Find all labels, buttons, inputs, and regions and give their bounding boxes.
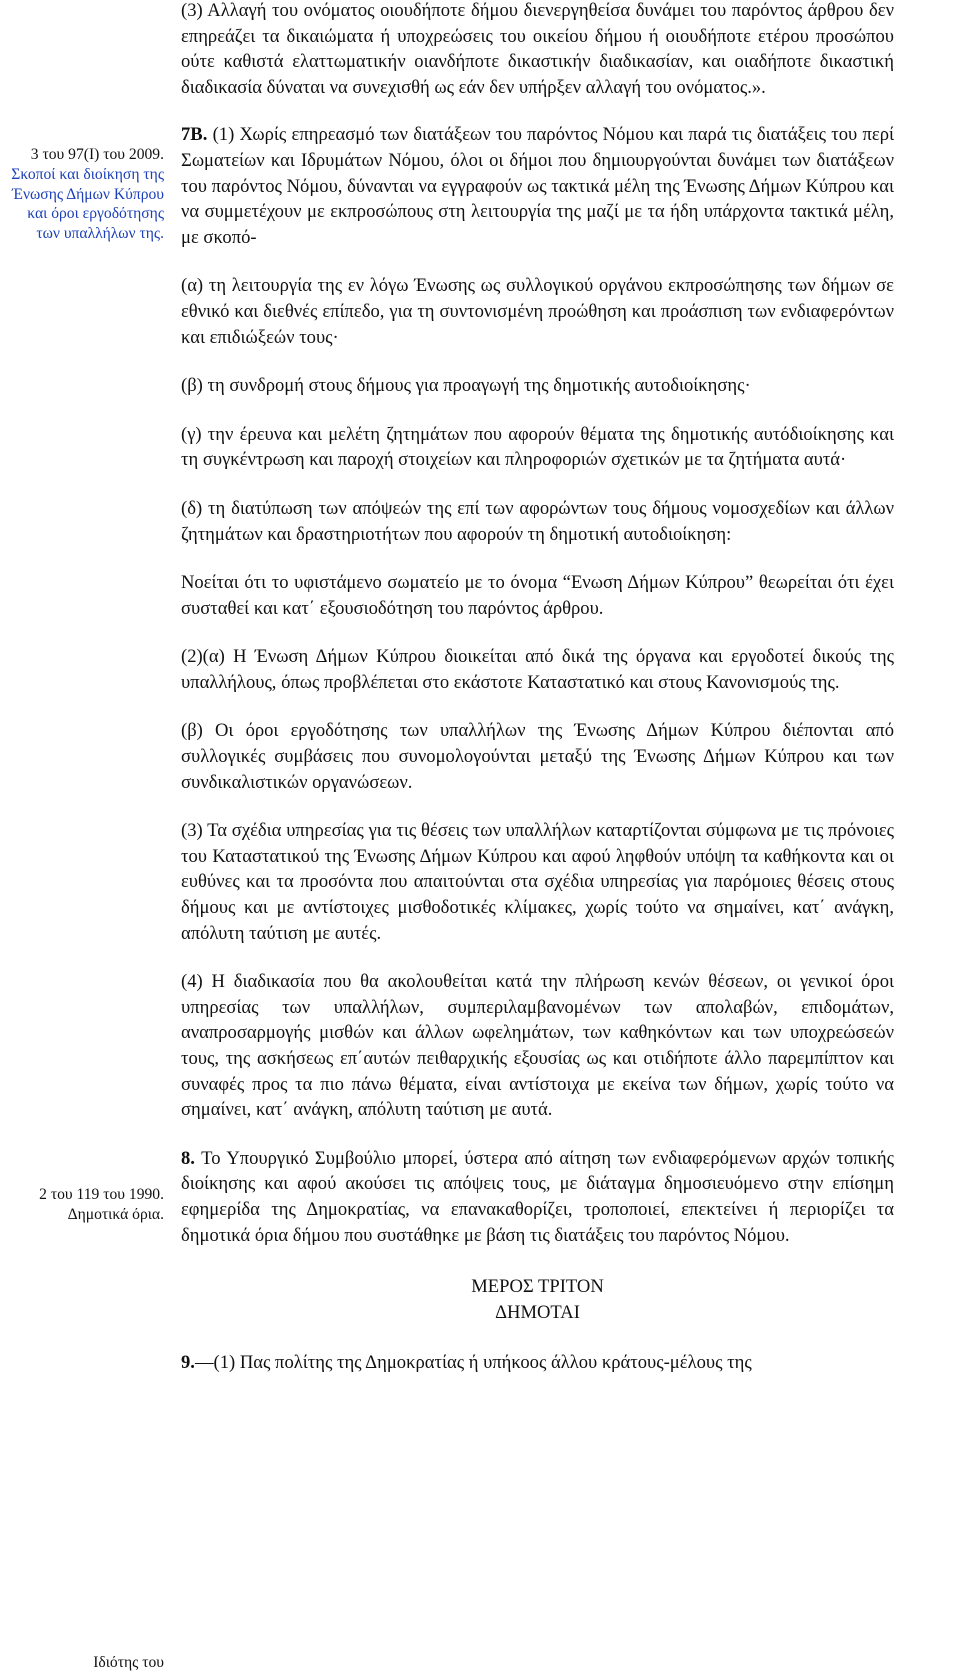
margin-note-7b xyxy=(4,145,164,244)
section-9-number: 9. xyxy=(181,1352,195,1374)
section-7b xyxy=(181,122,894,250)
margin-note-8-ref: 2 του 119 του 1990. xyxy=(39,1186,164,1203)
part-subtitle: ΔΗΜΟΤΑΙ xyxy=(495,1301,580,1323)
item-b: (β) τη συνδρομή στους δήμους για προαγωγή της δημοτικής αυτοδιοίκησης· xyxy=(181,375,751,397)
margin-note-9 xyxy=(4,1653,164,1673)
section-9 xyxy=(181,1350,894,1376)
subsection-2b: (β) Οι όροι εργοδότησης των υπαλλήλων της Ένωσης Δήμων Κύπρου διέπονται από συλλογικές συμβάσεις που συνομολογούνται μεταξύ της Ένωσης Δήμων Κύπρου και των συνδικαλιστικών οργανώσεων. xyxy=(181,720,894,793)
margin-note-7b-title: Σκοποί και διοίκηση της Ένωσης Δήμων Κύπρου και όροι εργοδότησης των υπαλλήλων της. xyxy=(11,165,164,243)
section-9-text: —(1) Πας πολίτης της Δημοκρατίας ή υπήκοος άλλου κράτους-μέλους της xyxy=(194,1352,752,1374)
margin-note-8-title: Δημοτικά όρια. xyxy=(67,1205,164,1223)
proviso: Νοείται ότι το υφιστάμενο σωματείο με το όνομα “Ενωση Δήμων Κύπρου” θεωρείται ότι έχει συσταθεί και κατ΄ εξουσιοδότηση του παρόντος άρθρου. xyxy=(181,572,894,619)
section-8 xyxy=(181,1146,894,1248)
section-7b-text: (1) Χωρίς επηρεασμό των διατάξεων του παρόντος Νόμου και παρά τις διατάξεις του περί Σωματείων και Ιδρυμάτων Νόμου, όλοι οι δήμοι που δημιουργούνται δυνάμει των διατάξεων του παρόντος Νόμου, δύνανται να εγγραφούν ως τακτικά μέλη της Ένωσης Δήμων Κύπρου και να συμμετέχουν με εκπροσώπους στη λειτουργία της μαζί με τα ήδη υπάρχοντα τακτικά μέλη, με σκοπό- xyxy=(181,124,894,248)
section-8-number: 8. xyxy=(181,1147,195,1169)
margin-note-7b-ref: 3 του 97(Ι) του 2009. xyxy=(30,146,164,163)
section-7b-number: 7Β. xyxy=(181,124,208,146)
item-a: (α) τη λειτουργία της εν λόγω Ένωσης ως συλλογικού οργάνου εκπροσώπησης των δήμων σε εθνικό και διεθνές επίπεδο, για τη συντονισμένη προώθηση και προάσπιση των ενδιαφερόντων και επιδιώξεών τους· xyxy=(181,275,894,348)
subsection-3: (3) Τα σχέδια υπηρεσίας για τις θέσεις των υπαλλήλων καταρτίζονται σύμφωνα με τις πρόνοιες του Καταστατικού της Ένωσης Δήμων Κύπρου και αφού ληφθούν υπόψη τα καθήκοντα και οι ευθύνες και τα προσόντα που απαιτούνται στα σχέδια υπηρεσίας για παρόμοιες θέσεις στους δήμους και με αντίστοιχες μισθοδοτικές κλίμακες, χωρίς τούτο να σημαίνει, κατ΄ ανάγκη, απόλυτη ταύτιση με αυτές. xyxy=(181,820,894,944)
subsection-4: (4) Η διαδικασία που θα ακολουθείται κατά την πλήρωση κενών θέσεων, οι γενικοί όροι υπηρεσίας των υπαλλήλων, συμπεριλαμβανομένων των απολαβών, επιδομάτων, αναπροσαρμογής μισθών και άλλων ωφελημάτων, των καθηκόντων και των υποχρεώσεών τους, της ασκήσεως επ΄αυτών πειθαρχικής εξουσίας ως και οτιδήποτε άλλο παρεμπίπτον και συναφές προς τα πιο πάνω θέματα, είναι αντίστοιχα με εκείνα των δήμων, χωρίς τούτο να σημαίνει, κατ΄ ανάγκη, απόλυτη ταύτιση με αυτά. xyxy=(181,971,894,1121)
part-title: ΜΕΡΟΣ ΤΡΙΤΟΝ xyxy=(471,1276,604,1298)
subsection-2a: (2)(α) Η Ένωση Δήμων Κύπρου διοικείται από δικά της όργανα και εργοδοτεί δικούς της υπαλλήλους, όπως προβλέπεται στο εκάστοτε Καταστατικό και στους Κανονισμούς της. xyxy=(181,646,894,693)
section-8-text: Το Υπουργικό Συμβούλιο μπορεί, ύστερα από αίτηση των ενδιαφερόμενων αρχών τοπικής διοίκησης και αφού ακούσει τις απόψεις τους, με διάταγμα δημοσιευόμενο στην επίσημη εφημερίδα της Δημοκρατίας, να επανακαθορίζει, τροποποιεί, επεκτείνει ή περιορίζει τα δημοτικά όρια δήμου που συστάθηκε με βάση τις διατάξεις του παρόντος Νόμου. xyxy=(181,1147,894,1246)
margin-note-9-title: Ιδιότης του xyxy=(93,1654,164,1671)
item-c: (γ) την έρευνα και μελέτη ζητημάτων που αφορούν θέματα της δημοτικής αυτόδιοίκησης και τη συγκέντρωση και παροχή στοιχείων και πληροφοριών σχετικών με τα ζητήματα αυτά· xyxy=(181,423,894,471)
main-text xyxy=(181,0,894,1376)
item-d: (δ) τη διατύπωση των απόψεών της επί των αφορώντων τους δήμους νομοσχεδίων και άλλων ζητημάτων και δραστηριοτήτων που αφορούν τη δημοτική αυτοδιοίκηση: xyxy=(181,497,894,545)
paragraph-intro: (3) Αλλαγή του ονόματος οιουδήποτε δήμου διενεργηθείσα δυνάμει του παρόντος άρθρου δεν επηρεάζει τα δικαιώματα ή υποχρεώσεις του οικείου δήμου ή οιουδήποτε ετέρου προσώπου ούτε καθιστά ελαττωματικήν οιανδήποτε δικαστικήν διαδικασίαν, και οιαδήποτε δικαστική διαδικασία δύναται να συνεχισθή ως εάν δεν υπήρξεν αλλαγή του ονόματος.». xyxy=(181,0,894,98)
margin-note-8 xyxy=(4,1185,164,1225)
